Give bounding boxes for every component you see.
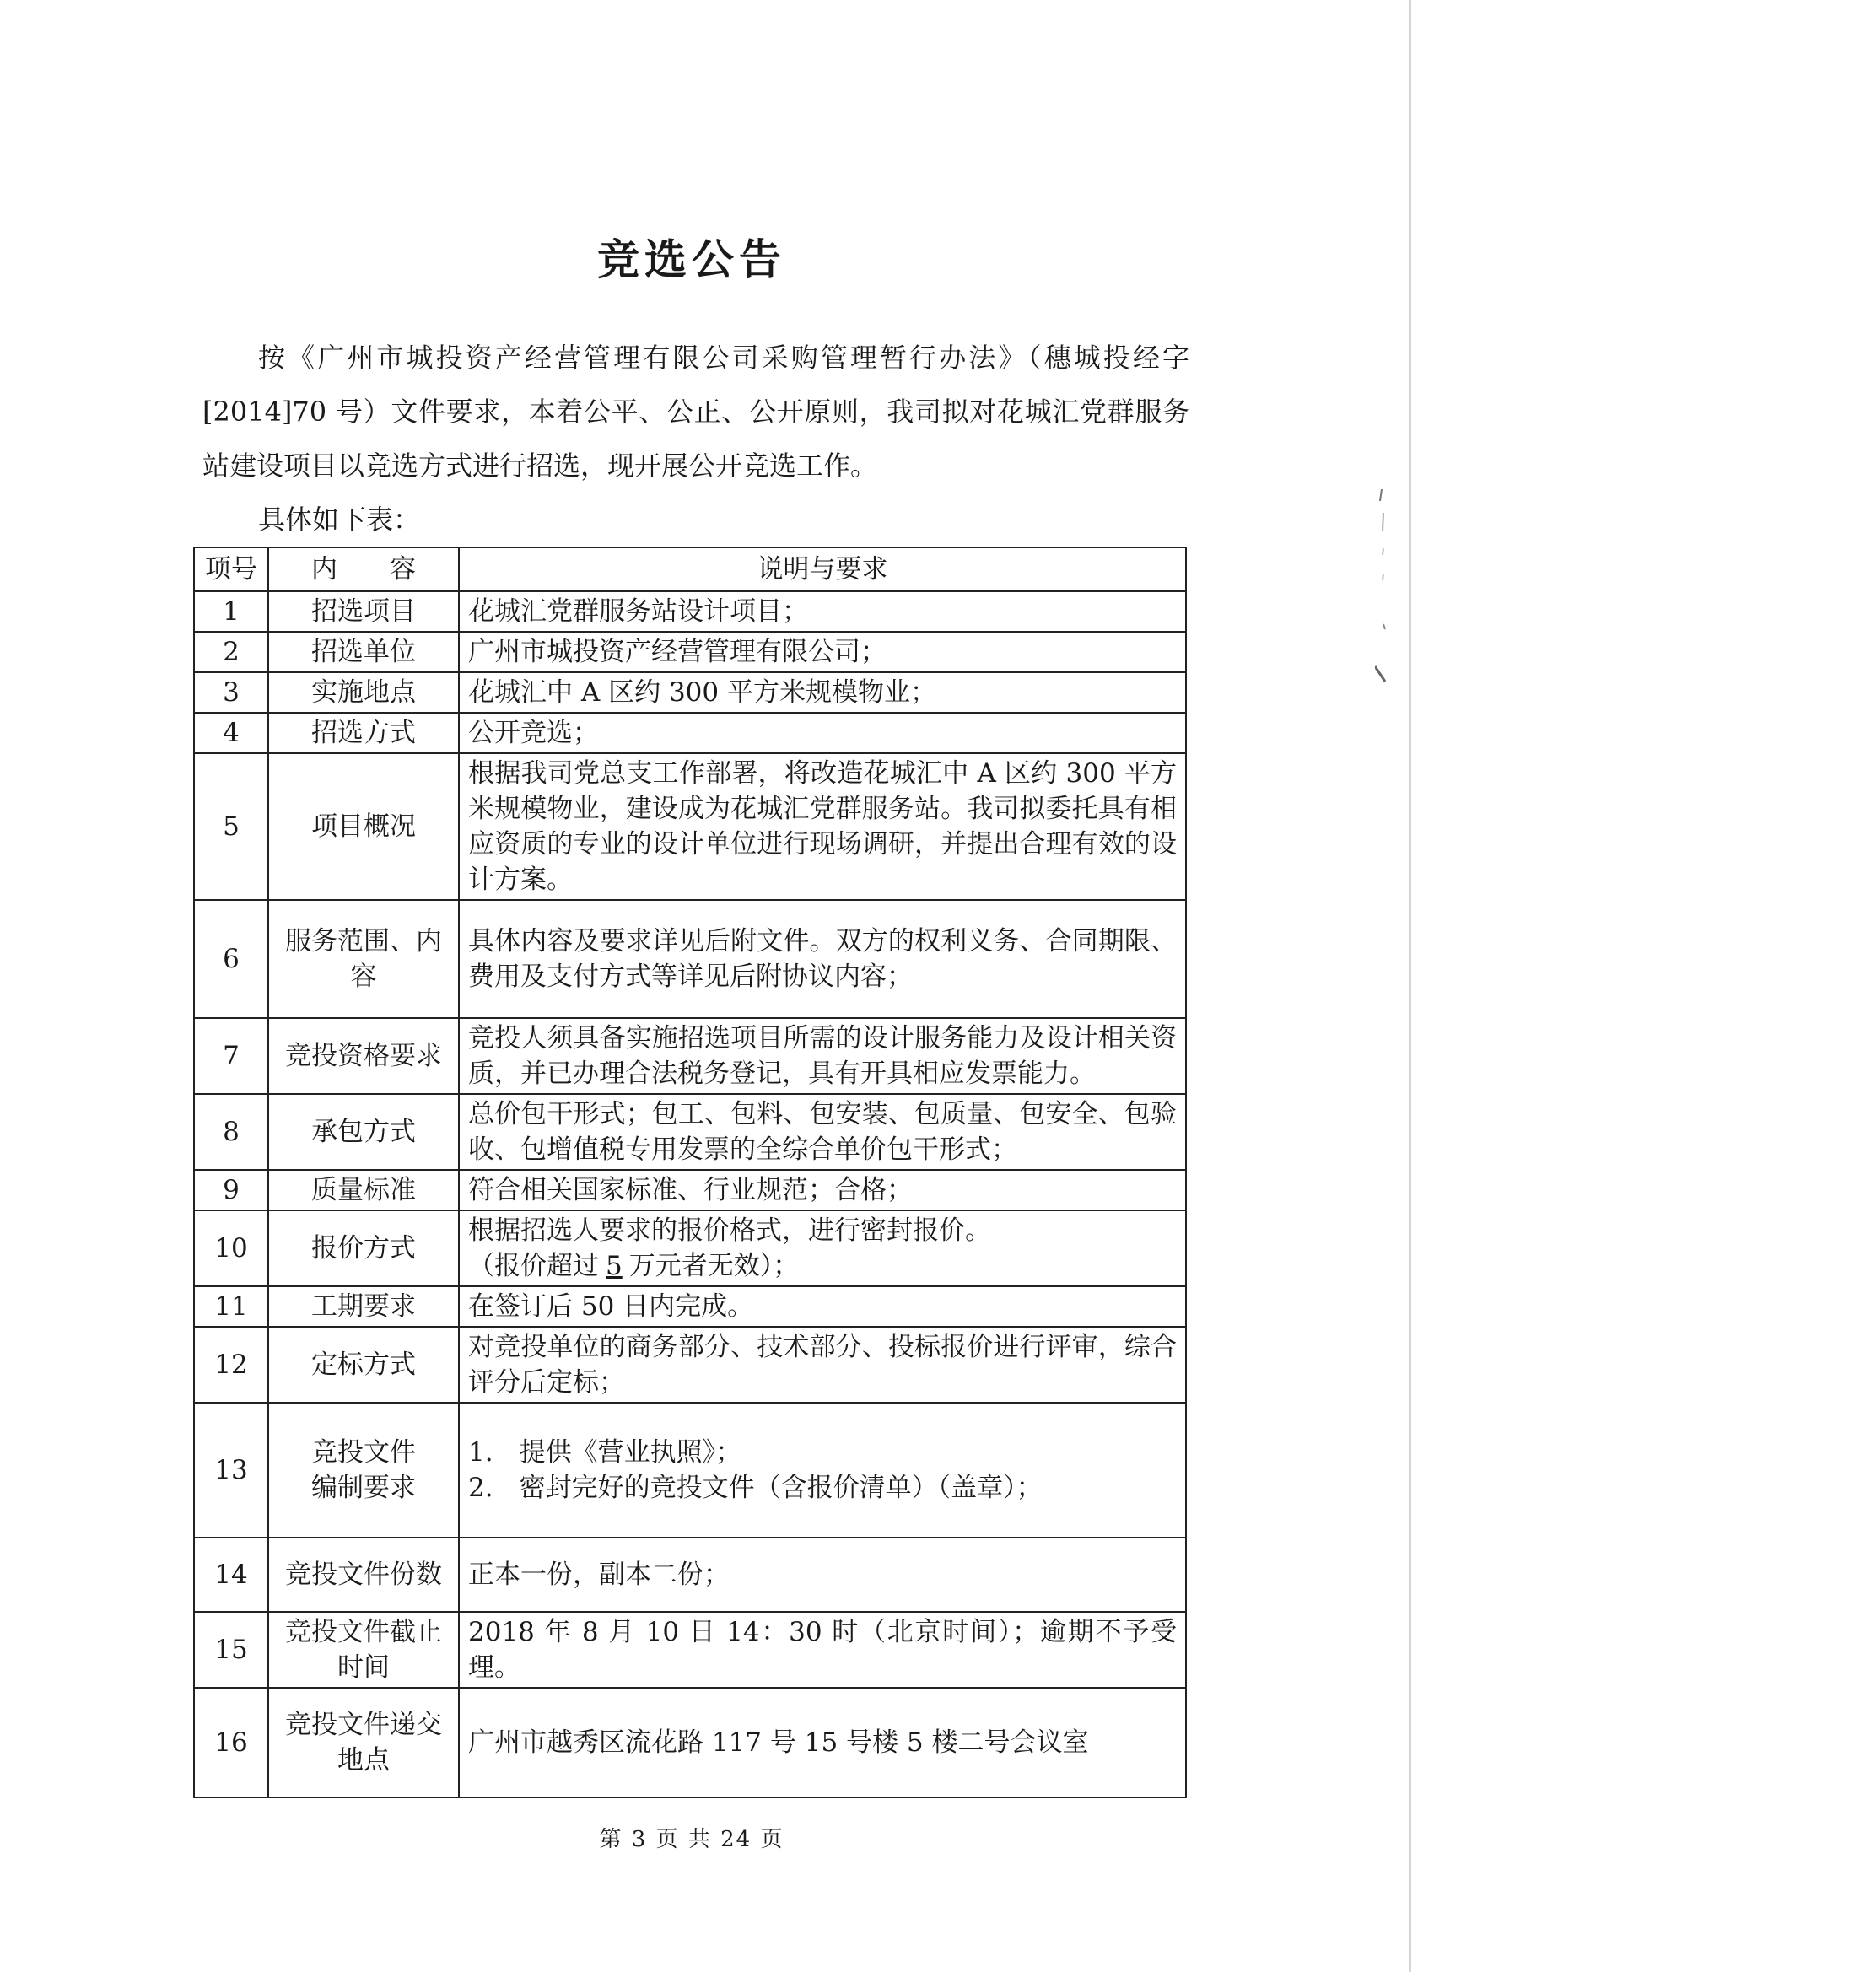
page-title: 竞选公告	[597, 235, 786, 284]
row-number: 11	[194, 1286, 268, 1327]
row-item: 竞投文件份数	[268, 1538, 459, 1612]
quote-limit-suffix: 万元者无效）；	[628, 1251, 800, 1281]
page-number: 第 3 页 共 24 页	[599, 1827, 784, 1852]
table-row	[194, 1403, 1186, 1538]
row-description: 具体内容及要求详见后附文件。双方的权利义务、合同期限、费用及支付方式等详见后附协议内容；	[459, 900, 1186, 1018]
row-item: 工期要求	[268, 1286, 459, 1327]
table-row	[194, 900, 1186, 1018]
row-item: 服务范围、内容	[268, 900, 459, 1018]
table-row	[194, 591, 1186, 632]
row-item: 竞投文件截止时间	[268, 1612, 459, 1688]
table-row	[194, 1210, 1186, 1286]
row-description: 广州市越秀区流花路 117 号 15 号楼 5 楼二号会议室	[459, 1688, 1186, 1797]
requirement-item: 2. 密封完好的竞投文件（含报价清单）（盖章）；	[468, 1473, 1043, 1503]
table-row	[194, 753, 1186, 900]
row-item	[268, 1688, 459, 1797]
intro-paragraph: 按《广州市城投资产经营管理有限公司采购管理暂行办法》（穗城投经字[2014]70 号）文件要求，本着公平、公正、公开原则，我司拟对花城汇党群服务站建设项目以竞选方式进行招选，现开展公开竞选工作。	[202, 342, 1189, 482]
table-row	[194, 1538, 1186, 1612]
row-description: 符合相关国家标准、行业规范；合格；	[459, 1170, 1186, 1210]
row-description	[459, 1403, 1186, 1538]
row-item: 项目概况	[268, 753, 459, 900]
table-row	[194, 1612, 1186, 1688]
quote-limit-amount: 5	[606, 1251, 623, 1281]
row-item: 报价方式	[268, 1210, 459, 1286]
table-row	[194, 1327, 1186, 1403]
table-row	[194, 672, 1186, 713]
header-description: 说明与要求	[459, 547, 1186, 591]
header-number: 项号	[194, 547, 268, 591]
header-content: 内 容	[268, 547, 459, 591]
row-number: 4	[194, 713, 268, 753]
quote-limit-line	[468, 1248, 1177, 1284]
row-number: 16	[194, 1688, 268, 1797]
row-description: 对竞投单位的商务部分、技术部分、投标报价进行评审，综合评分后定标；	[459, 1327, 1186, 1403]
row-item: 招选单位	[268, 632, 459, 672]
row-item	[268, 1403, 459, 1538]
row-number: 13	[194, 1403, 268, 1538]
row-number: 5	[194, 753, 268, 900]
row-item: 质量标准	[268, 1170, 459, 1210]
table-lead-text: 具体如下表：	[258, 504, 421, 536]
row-description: 花城汇中 A 区约 300 平方米规模物业；	[459, 672, 1186, 713]
quote-limit-prefix: （报价超过	[468, 1251, 599, 1281]
row-item: 实施地点	[268, 672, 459, 713]
row-number: 6	[194, 900, 268, 1018]
table-header-row	[194, 547, 1186, 591]
row-description	[459, 1210, 1186, 1286]
row-item-line: 编制要求	[311, 1473, 416, 1503]
row-description: 公开竞选；	[459, 713, 1186, 753]
row-number: 1	[194, 591, 268, 632]
row-number: 7	[194, 1018, 268, 1094]
row-item: 定标方式	[268, 1327, 459, 1403]
quote-method-line: 根据招选人要求的报价格式，进行密封报价。	[468, 1215, 991, 1246]
row-description: 竞投人须具备实施招选项目所需的设计服务能力及设计相关资质，并已办理合法税务登记，具有开具相应发票能力。	[459, 1018, 1186, 1094]
row-description: 2018 年 8 月 10 日 14：30 时（北京时间）；逾期不予受理。	[459, 1612, 1186, 1688]
row-number: 15	[194, 1612, 268, 1688]
table-row	[194, 713, 1186, 753]
row-number: 2	[194, 632, 268, 672]
row-description: 在签订后 50 日内完成。	[459, 1286, 1186, 1327]
row-description: 花城汇党群服务站设计项目；	[459, 591, 1186, 632]
table-row	[194, 1094, 1186, 1170]
row-item: 承包方式	[268, 1094, 459, 1170]
margin-marks	[1375, 489, 1400, 692]
row-number: 10	[194, 1210, 268, 1286]
row-item: 竞投资格要求	[268, 1018, 459, 1094]
table-row	[194, 1286, 1186, 1327]
row-item: 招选项目	[268, 591, 459, 632]
row-description: 根据我司党总支工作部署，将改造花城汇中 A 区约 300 平方米规模物业，建设成为花城汇党群服务站。我司拟委托具有相应资质的专业的设计单位进行现场调研，并提出合理有效的设计方案。	[459, 753, 1186, 900]
row-description: 广州市城投资产经营管理有限公司；	[459, 632, 1186, 672]
row-item-line: 地点	[337, 1745, 390, 1775]
table-row	[194, 1018, 1186, 1094]
table-row	[194, 1170, 1186, 1210]
row-item: 招选方式	[268, 713, 459, 753]
row-number: 8	[194, 1094, 268, 1170]
table-row	[194, 632, 1186, 672]
requirements-table	[193, 547, 1187, 1798]
row-item-line: 竞投文件	[311, 1437, 416, 1468]
row-number: 3	[194, 672, 268, 713]
row-description: 正本一份，副本二份；	[459, 1538, 1186, 1612]
row-number: 12	[194, 1327, 268, 1403]
scan-edge-line	[1409, 0, 1411, 1972]
row-description: 总价包干形式；包工、包料、包安装、包质量、包安全、包验收、包增值税专用发票的全综合单价包干形式；	[459, 1094, 1186, 1170]
table-row	[194, 1688, 1186, 1797]
requirement-item: 1. 提供《营业执照》；	[468, 1437, 742, 1468]
row-item-line: 竞投文件递交	[285, 1710, 442, 1740]
row-number: 14	[194, 1538, 268, 1612]
row-number: 9	[194, 1170, 268, 1210]
